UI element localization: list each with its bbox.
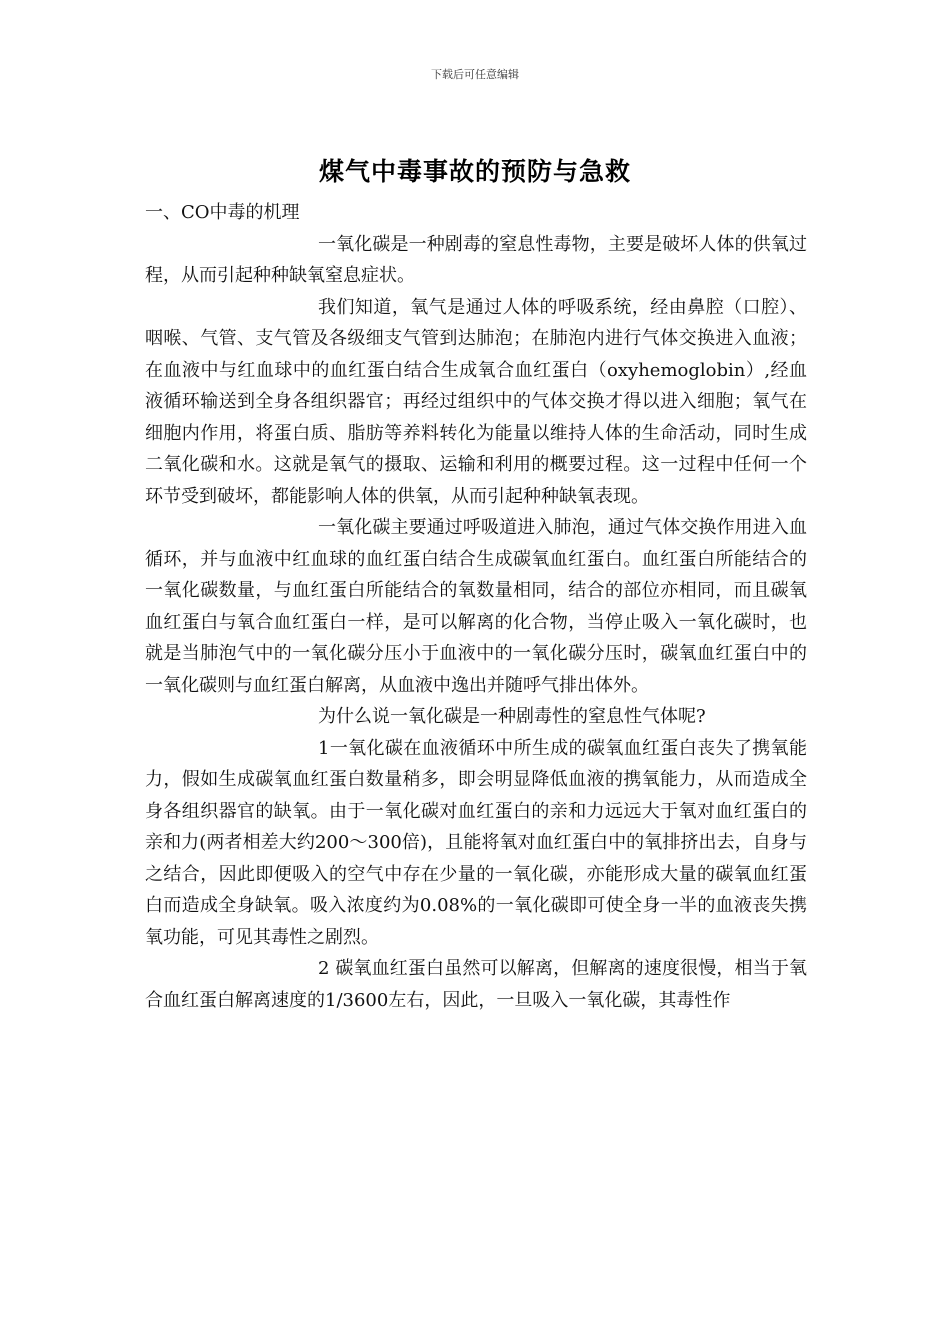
paragraph-1: 一氧化碳是一种剧毒的窒息性毒物，主要是破坏人体的供氧过程，从而引起种种缺氧窒息症状。 [145,233,807,286]
document-title: 煤气中毒事故的预防与急救 [318,157,631,186]
document-body [145,197,807,1016]
paragraph-5: 1一氧化碳在血液循环中所生成的碳氧血红蛋白丧失了携氧能力，假如生成碳氧血红蛋白数量稍多，即会明显降低血液的携氧能力，从而造成全身各组织器官的缺氧。由于一氧化碳对血红蛋白的亲和力远远大于氧对血红蛋白的亲和力(两者相差大约200～300倍)，且能将氧对血红蛋白中的氧排挤出去，自身与之结合，因此即便吸入的空气中存在少量的一氧化碳，亦能形成大量的碳氧血红蛋白而造成全身缺氧。吸入浓度约为0.08%的一氧化碳即可使全身一半的血液丧失携氧功能，可见其毒性之剧烈。 [145,737,807,948]
paragraph-6: 2 碳氧血红蛋白虽然可以解离，但解离的速度很慢，相当于氧合血红蛋白解离速度的1/3600左右，因此，一旦吸入一氧化碳，其毒性作 [145,958,807,1011]
paragraph-3: 一氧化碳主要通过呼吸道进入肺泡，通过气体交换作用进入血循环，并与血液中红血球的血红蛋白结合生成碳氧血红蛋白。血红蛋白所能结合的一氧化碳数量，与血红蛋白所能结合的氧数量相同，结合的部位亦相同，而且碳氧血红蛋白与氧合血红蛋白一样，是可以解离的化合物，当停止吸入一氧化碳时，也就是当肺泡气中的一氧化碳分压小于血液中的一氧化碳分压时，碳氧血红蛋白中的一氧化碳则与血红蛋白解离，从血液中逸出并随呼气排出体外。 [145,517,807,696]
page-header-note: 下载后可任意编辑 [431,68,519,81]
paragraph-4: 为什么说一氧化碳是一种剧毒性的窒息性气体呢? [318,706,706,727]
paragraph-2: 我们知道，氧气是通过人体的呼吸系统，经由鼻腔（口腔）、咽喉、气管、支气管及各级细支气管到达肺泡；在肺泡内进行气体交换进入血液；在血液中与红血球中的血红蛋白结合生成氧合血红蛋白（oxyhemoglobin）,经血液循环输送到全身各组织器官；再经过组织中的气体交换才得以进入细胞；氧气在细胞内作用，将蛋白质、脂肪等养料转化为能量以维持人体的生命活动，同时生成二氧化碳和水。这就是氧气的摄取、运输和利用的概要过程。这一过程中任何一个环节受到破坏，都能影响人体的供氧，从而引起种种缺氧表现。 [145,296,807,507]
section-heading: 一、CO中毒的机理 [145,202,300,223]
